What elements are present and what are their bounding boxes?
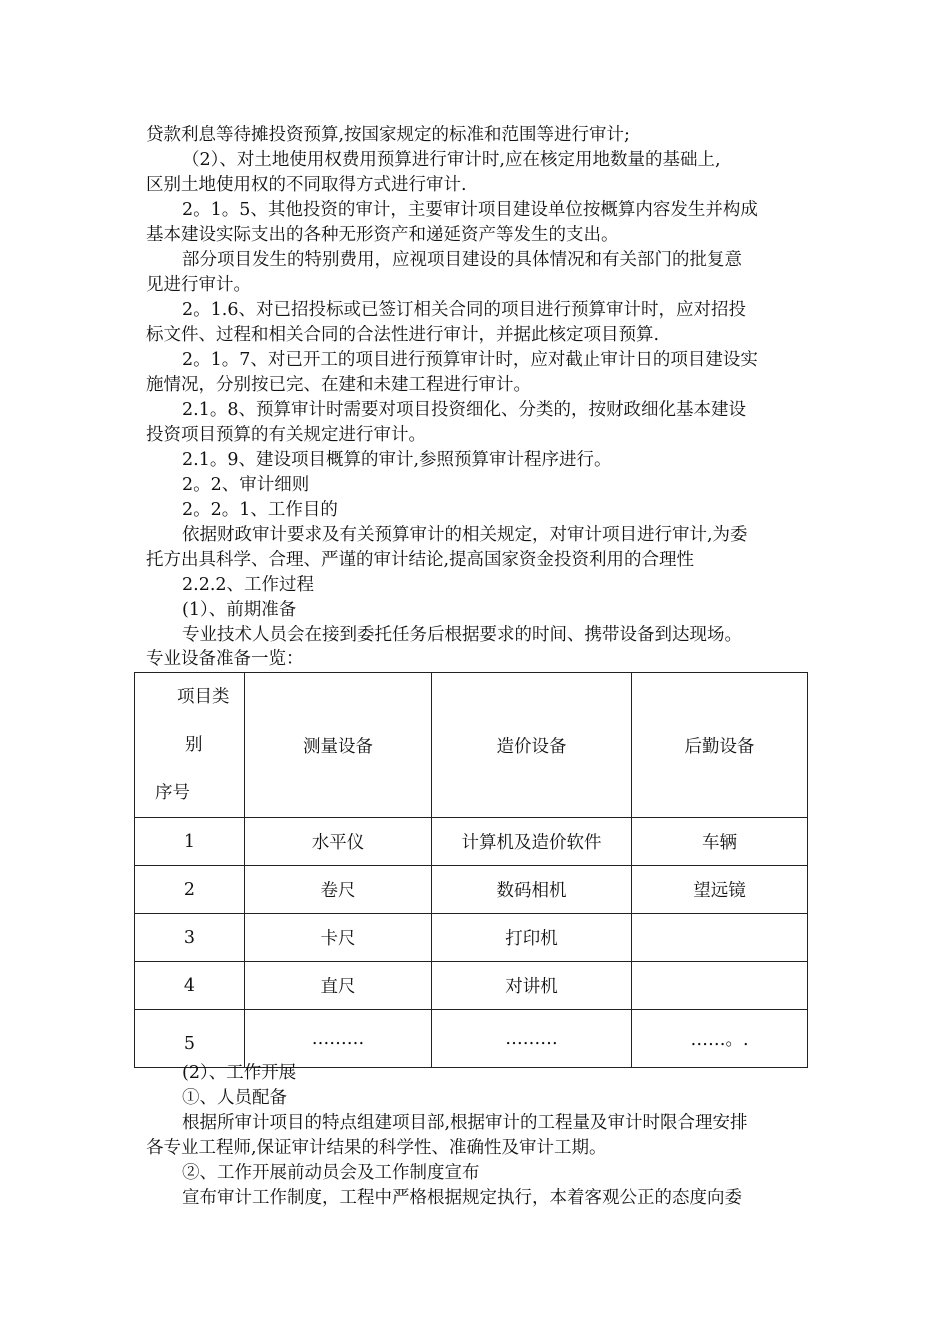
measuring-equipment-cell: 直尺 <box>245 962 432 1010</box>
logistics-equipment-cell: ……。. <box>632 1010 808 1068</box>
paragraph-line: 见进行审计。 <box>146 275 251 295</box>
paragraph-line: 专业技术人员会在接到委托任务后根据要求的时间、携带设备到达现场。 <box>182 625 742 645</box>
equipment-table <box>134 672 808 1068</box>
logistics-equipment-cell: 望远镜 <box>632 866 808 914</box>
paragraph-line: 2.1。8、预算审计时需要对项目投资细化、分类的，按财政细化基本建设 <box>182 400 746 420</box>
paragraph-line: 施情况，分别按已完、在建和未建工程进行审计。 <box>146 375 531 395</box>
header-stub-category-line2: 别 <box>185 735 203 755</box>
paragraph-line: 贷款利息等待摊投资预算,按国家规定的标准和范围等进行审计; <box>146 125 630 145</box>
section-heading: 2。2。1、工作目的 <box>182 500 338 520</box>
measuring-equipment-cell: 水平仪 <box>245 818 432 866</box>
measuring-equipment-cell: 卡尺 <box>245 914 432 962</box>
logistics-equipment-cell: 车辆 <box>632 818 808 866</box>
paragraph-line: 区别土地使用权的不同取得方式进行审计. <box>146 175 467 195</box>
row-number-cell: 3 <box>135 914 245 962</box>
costing-equipment-cell: 数码相机 <box>432 866 632 914</box>
row-number-cell: 1 <box>135 818 245 866</box>
paragraph-line: 基本建设实际支出的各种无形资产和递延资产等发生的支出。 <box>146 225 619 245</box>
column-header-costing-equipment: 造价设备 <box>432 673 632 818</box>
measuring-equipment-cell: 卷尺 <box>245 866 432 914</box>
header-stub-serial-number: 序号 <box>155 783 190 803</box>
paragraph-line: 各专业工程师,保证审计结果的科学性、准确性及审计工期。 <box>146 1138 607 1158</box>
paragraph-line: 部分项目发生的特别费用，应视项目建设的具体情况和有关部门的批复意 <box>182 250 742 270</box>
table-header-row <box>135 673 808 818</box>
header-stub-cell <box>135 673 245 818</box>
paragraph-line: 根据所审计项目的特点组建项目部,根据审计的工程量及审计时限合理安排 <box>182 1113 748 1133</box>
section-heading: (1）、前期准备 <box>182 600 297 620</box>
column-header-measuring-equipment: 测量设备 <box>245 673 432 818</box>
table-row <box>135 962 808 1010</box>
section-heading: (2）、工作开展 <box>182 1063 297 1083</box>
costing-equipment-cell: 对讲机 <box>432 962 632 1010</box>
costing-equipment-cell: 计算机及造价软件 <box>432 818 632 866</box>
header-stub-category-line1: 项目类 <box>177 687 230 707</box>
section-heading: ①、人员配备 <box>182 1088 287 1108</box>
row-number-cell: 5 <box>135 1010 245 1068</box>
table-row <box>135 914 808 962</box>
section-heading: ②、工作开展前动员会及工作制度宣布 <box>182 1163 480 1183</box>
paragraph-line: （2）、对土地使用权费用预算进行审计时,应在核定用地数量的基础上, <box>182 150 721 170</box>
table-row <box>135 818 808 866</box>
column-header-logistics-equipment: 后勤设备 <box>632 673 808 818</box>
paragraph-line: 宣布审计工作制度，工程中严格根据规定执行，本着客观公正的态度向委 <box>182 1188 742 1208</box>
logistics-equipment-cell <box>632 962 808 1010</box>
logistics-equipment-cell <box>632 914 808 962</box>
costing-equipment-cell: ……… <box>432 1010 632 1068</box>
row-number-cell: 2 <box>135 866 245 914</box>
paragraph-line: 投资项目预算的有关规定进行审计。 <box>146 425 426 445</box>
paragraph-line: 2。1.6、对已招投标或已签订相关合同的项目进行预算审计时，应对招投 <box>182 300 746 320</box>
measuring-equipment-cell: ……… <box>245 1010 432 1068</box>
section-heading: 2.2.2、工作过程 <box>182 575 315 595</box>
table-caption: 专业设备准备一览： <box>146 649 304 669</box>
paragraph-line: 2.1。9、建设项目概算的审计,参照预算审计程序进行。 <box>182 450 612 470</box>
table-row <box>135 866 808 914</box>
table-row <box>135 1010 808 1068</box>
paragraph-line: 2。1。7、对已开工的项目进行预算审计时，应对截止审计日的项目建设实 <box>182 350 758 370</box>
section-heading: 2。2、审计细则 <box>182 475 310 495</box>
paragraph-line: 2。1。5、其他投资的审计，主要审计项目建设单位按概算内容发生并构成 <box>182 200 758 220</box>
paragraph-line: 依据财政审计要求及有关预算审计的相关规定，对审计项目进行审计,为委 <box>182 525 748 545</box>
paragraph-line: 托方出具科学、合理、严谨的审计结论,提高国家资金投资利用的合理性 <box>146 550 695 570</box>
row-number-cell: 4 <box>135 962 245 1010</box>
costing-equipment-cell: 打印机 <box>432 914 632 962</box>
paragraph-line: 标文件、过程和相关合同的合法性进行审计，并据此核定项目预算. <box>146 325 660 345</box>
